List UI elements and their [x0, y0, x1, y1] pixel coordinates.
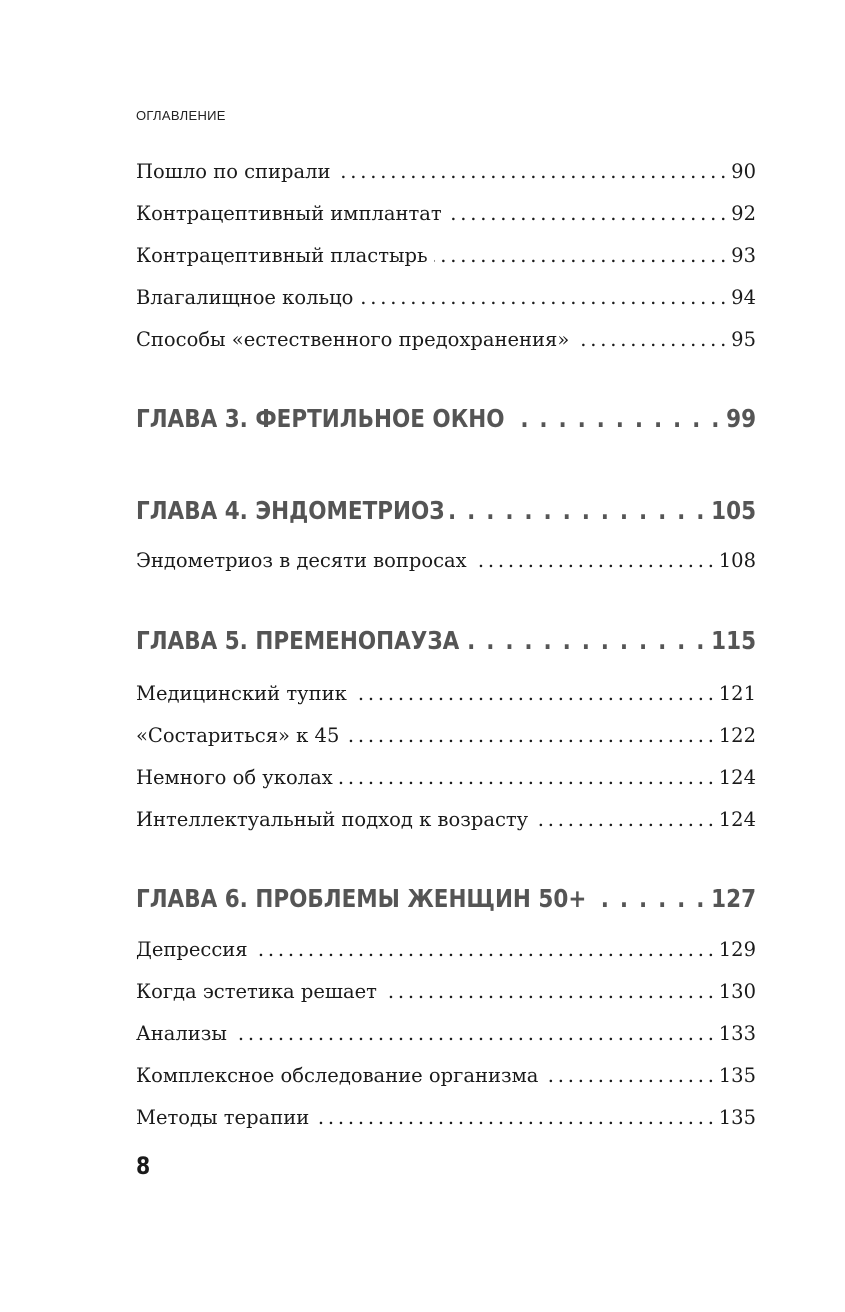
- toc-section-entry[interactable]: [136, 549, 756, 572]
- dot-leader: [534, 808, 713, 831]
- toc-entry-page: 130: [718, 980, 756, 1003]
- toc-entry-page: 129: [718, 938, 756, 961]
- dot-leader: [353, 682, 713, 705]
- toc-entry-title: Методы терапии: [136, 1106, 310, 1129]
- toc-entry-page: 135: [718, 1064, 756, 1087]
- toc-section-entry[interactable]: [136, 938, 756, 961]
- toc-entry-title: Медицинский тупик: [136, 682, 347, 705]
- toc-section-entry[interactable]: [136, 766, 756, 789]
- toc-entry-page: 115: [711, 626, 757, 655]
- toc-section-entry[interactable]: [136, 808, 756, 831]
- toc-entry-page: 92: [731, 202, 756, 225]
- toc-section-entry[interactable]: [136, 328, 756, 351]
- dot-leader: [434, 244, 726, 267]
- dot-leader: [592, 884, 707, 913]
- toc-entry-title: Эндометриоз в десяти вопросах: [136, 549, 467, 572]
- toc-entry-title: ГЛАВА 4. ЭНДОМЕТРИОЗ: [136, 496, 445, 525]
- toc-entry-page: 127: [711, 884, 757, 913]
- toc-entry-title: ГЛАВА 5. ПРЕМЕНОПАУЗА: [136, 626, 460, 655]
- toc-entry-title: Интеллектуальный подход к возрасту: [136, 808, 529, 831]
- toc-section-entry[interactable]: [136, 980, 756, 1003]
- toc-entry-page: 99: [726, 404, 757, 433]
- toc-chapter-entry[interactable]: [136, 404, 756, 433]
- toc-section-entry[interactable]: [136, 1064, 756, 1087]
- running-head: ОГЛАВЛЕНИЕ: [136, 108, 226, 123]
- toc-entry-page: 90: [731, 160, 756, 183]
- toc-entry-page: 105: [711, 496, 757, 525]
- toc-entry-page: 124: [718, 766, 756, 789]
- toc-entry-title: «Состариться» к 45: [136, 724, 340, 747]
- toc-entry-page: 108: [718, 549, 756, 572]
- toc-chapter-entry[interactable]: [136, 626, 756, 655]
- dot-leader: [339, 766, 713, 789]
- toc-section-entry[interactable]: [136, 682, 756, 705]
- dot-leader: [544, 1064, 712, 1087]
- toc-section-entry[interactable]: [136, 724, 756, 747]
- toc-entry-title: Способы «естественного предохранения»: [136, 328, 570, 351]
- toc-entry-page: 124: [718, 808, 756, 831]
- dot-leader: [450, 496, 706, 525]
- toc-entry-title: Депрессия: [136, 938, 248, 961]
- page-number: 8: [136, 1152, 151, 1180]
- toc-chapter-entry[interactable]: [136, 884, 756, 913]
- toc-entry-page: 135: [718, 1106, 756, 1129]
- dot-leader: [315, 1106, 713, 1129]
- toc-section-entry[interactable]: [136, 1022, 756, 1045]
- dot-leader: [575, 328, 725, 351]
- dot-leader: [233, 1022, 713, 1045]
- toc-entry-title: ГЛАВА 6. ПРОБЛЕМЫ ЖЕНЩИН 50+: [136, 884, 587, 913]
- toc-entry-page: 93: [731, 244, 756, 267]
- toc-section-entry[interactable]: [136, 286, 756, 309]
- toc-entry-page: 133: [718, 1022, 756, 1045]
- toc-entry-page: 122: [718, 724, 756, 747]
- toc-entry-title: Пошло по спирали: [136, 160, 331, 183]
- dot-leader: [337, 160, 726, 183]
- toc-entry-page: 95: [731, 328, 756, 351]
- toc-entry-page: 94: [731, 286, 756, 309]
- toc-entry-title: ГЛАВА 3. ФЕРТИЛЬНОЕ ОКНО: [136, 404, 505, 433]
- toc-entry-title: Комплексное обследование организма: [136, 1064, 539, 1087]
- toc-entry-title: Контрацептивный пластырь: [136, 244, 428, 267]
- dot-leader: [345, 724, 712, 747]
- toc-entry-title: Влагалищное кольцо: [136, 286, 354, 309]
- dot-leader: [473, 549, 713, 572]
- toc-section-entry[interactable]: [136, 244, 756, 267]
- dot-leader: [510, 404, 721, 433]
- toc-entry-title: Немного об уколах: [136, 766, 333, 789]
- toc-entry-title: Анализы: [136, 1022, 227, 1045]
- toc-section-entry[interactable]: [136, 160, 756, 183]
- dot-leader: [359, 286, 725, 309]
- dot-leader: [254, 938, 713, 961]
- dot-leader: [464, 626, 706, 655]
- toc-chapter-entry[interactable]: [136, 496, 756, 525]
- toc-section-entry[interactable]: [136, 202, 756, 225]
- dot-leader: [448, 202, 726, 225]
- toc-section-entry[interactable]: [136, 1106, 756, 1129]
- toc-entry-title: Когда эстетика решает: [136, 980, 377, 1003]
- toc-entry-page: 121: [718, 682, 756, 705]
- dot-leader: [383, 980, 713, 1003]
- toc-entry-title: Контрацептивный имплантат: [136, 202, 442, 225]
